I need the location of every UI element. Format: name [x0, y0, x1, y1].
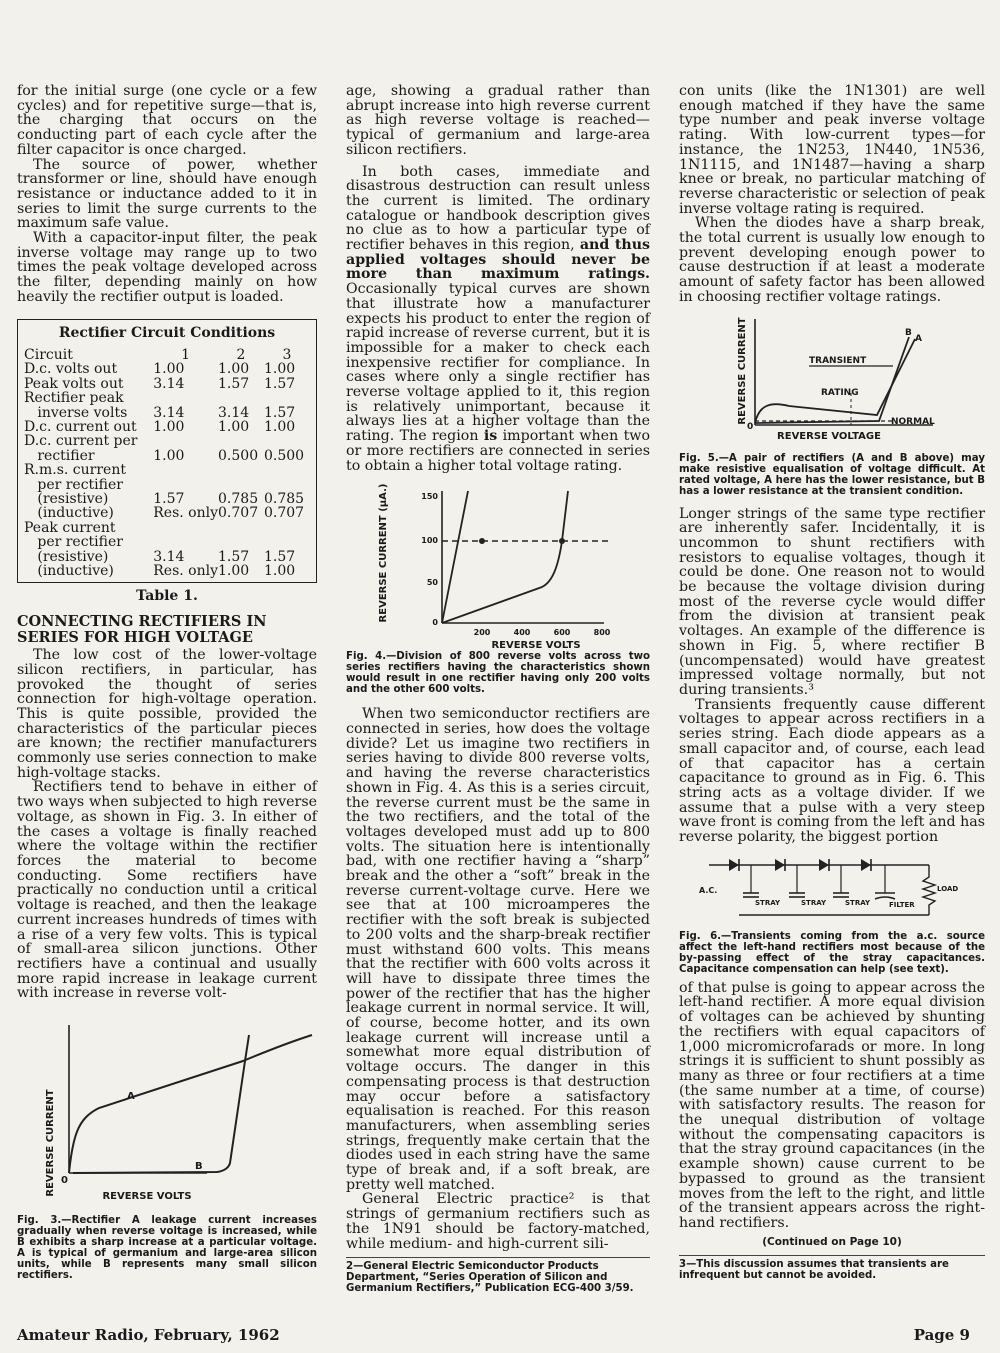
continued-note: (Continued on Page 10)	[762, 1235, 902, 1248]
stray-label: STRAY	[801, 898, 827, 907]
figure-3-caption: Fig. 3.—Rectifier A leakage current increases gradually when reverse voltage is increased, while B exhibits a sharp increase at a particular voltage. A is typical of germanium and large-area silicon units, while B represents many small silicon rectifiers.	[17, 1215, 317, 1282]
table-row-label: D.c. current out	[24, 418, 137, 435]
table-row-label: (inductive)	[24, 505, 114, 522]
table-row	[24, 506, 310, 520]
table-row	[24, 391, 310, 405]
table-cell	[218, 434, 264, 448]
table-cell: 1.57	[264, 404, 296, 421]
table-cell: 0.500	[264, 447, 305, 464]
y-tick: 100	[421, 536, 438, 546]
table-row	[24, 434, 310, 448]
filter-label: FILTER	[889, 900, 915, 909]
paragraph: Longer strings of the same type rectifier are inherently safer. Incidentally, it is uncommon to shunt rectifiers with resistors to equalise voltages, though it could be done. One reason not to would be because the voltage division during most of the reverse cycle would differ from the division at transient peak voltages. An example of the difference is shown in Fig. 5, where rectifier B (uncompensated) would have greatest impressed voltage normally, but not during transients.³	[679, 505, 985, 698]
stray-label: STRAY	[845, 898, 871, 907]
column-2	[346, 84, 650, 1294]
table-row	[24, 478, 310, 492]
section-heading: CONNECTING RECTIFIERS IN SERIES FOR HIGH VOLTAGE	[17, 613, 267, 647]
x-axis-label: REVERSE VOLTS	[102, 1191, 192, 1203]
table-cell: 1.00	[264, 563, 296, 580]
paragraph: con units (like the 1N1301) are well enough matched if they have the same type number and peak inverse voltage rating. With low-current types—for instance, the 1N253, 1N440, 1N536, 1N1115, and 1N1487—having a sharp knee or break, no particular matching of reverse characteristic or selection of peak inverse voltage rating is required.	[679, 83, 985, 217]
page-number: Page 9	[913, 1326, 970, 1344]
ac-label: A.C.	[699, 885, 718, 895]
table-title: Rectifier Circuit Conditions	[58, 324, 276, 341]
table-cell: 1.00	[264, 361, 296, 378]
table-cell: 0.785	[218, 491, 259, 508]
table-row	[24, 521, 310, 535]
paragraph: When two semiconductor rectifiers are connected in series, how does the voltage divide? Let us imagine two rectifiers in series having to divide 800 reverse volts, and having the reverse characteristics shown in Fig. 4. As this is a series circuit, the reverse current must be the same in the two rectifiers, and the total of the voltages developed must add up to 800 volts. The situation here is intentionally bad, with one rectifier having a “sharp” break and the other a “soft” break in the reverse current-voltage curve. Here we see that at 100 microamperes the rectifier with the soft break is subjected to 200 volts and the sharp-break rectifier must withstand 600 volts. This means that the rectifier with 600 volts across it will have to dissipate three times the power of the rectifier that has the higher leakage current in normal service. It will, of course, become hotter, and its own leakage current will increase until a somewhat more equal distribution of voltage occurs. The danger in this compensating process is that destruction may occur before a satisfactory equalisation is reached. For this reason manufacturers, when assembling series strings, frequently make certain that the diodes used in each string have the same type of break and, if a soft break, are pretty well matched.	[346, 706, 650, 1193]
table-row	[24, 535, 310, 549]
publication-footer: Amateur Radio, February, 1962	[17, 1326, 280, 1344]
table-cell: 1.57	[153, 491, 185, 508]
table-cell: 0.707	[264, 505, 305, 522]
paragraph: Rectifiers tend to behave in either of two ways when subjected to high reverse voltage, as shown in Fig. 3. In either of the cases a voltage is finally reached where the voltage within the rectifier forces the material to become conducting. Some rectifiers have practically no conduction until a critical voltage is reached, and then the leakage current increases hundreds of times with a rise of a very few volts. This is typical of small-area silicon junctions. Other rectifiers have a continual and usually more rapid increase in leakage current with increase in reverse volt-	[17, 779, 317, 1002]
table-cell	[153, 478, 218, 492]
x-tick: 600	[553, 628, 571, 638]
table-cell: 1.00	[218, 418, 250, 435]
table-row-label: per rectifier	[24, 534, 123, 551]
table-cell	[264, 391, 310, 405]
diode-symbol	[775, 859, 785, 871]
curve-a-label: A	[915, 333, 922, 344]
x-tick: 200	[473, 628, 491, 638]
soft-break-point	[479, 538, 485, 544]
figure-4-graph	[346, 483, 650, 649]
table-cell	[218, 391, 264, 405]
table-cell: 3.14	[153, 375, 185, 392]
table-cell: 1.57	[218, 375, 250, 392]
emphasis-text: and thus applied voltages should never be more than maximum ratings.	[346, 237, 651, 283]
table-cell: 3.14	[153, 404, 185, 421]
table-row	[24, 362, 310, 376]
table-cell: 1.00	[153, 418, 185, 435]
table-row	[24, 449, 310, 463]
table-cell: 1.00	[153, 361, 185, 378]
table-row	[24, 564, 310, 578]
table-row-label: Rectifier peak	[24, 390, 124, 407]
paragraph: General Electric practice² is that strings of germanium rectifiers such as the 1N91 should be factory-matched, while medium- and high-current sili-	[346, 1191, 650, 1252]
origin-label: 0	[747, 421, 754, 432]
table-row-label: Peak current	[24, 519, 116, 536]
text-span: Occasionally typical curves are shown that illustrate how a manufacturer expects his product to enter the region of rapid increase of reverse current, but it is impossible for a maker to check each inexpensive rectifier for compliance. In cases where only a single rectifier has reverse voltage applied to it, this region is relatively unimportant, because it always lies at a higher voltage than the rating. The region	[346, 281, 650, 445]
diode-symbol	[861, 859, 871, 871]
table-cell	[218, 478, 264, 492]
curve-b-label: B	[905, 327, 912, 338]
filter-capacitor	[875, 897, 895, 899]
table-cell: 1.57	[264, 548, 296, 565]
table-body	[24, 348, 310, 579]
transient-label: TRANSIENT	[809, 355, 867, 366]
table-cell: 0.500	[218, 447, 259, 464]
paragraph	[346, 165, 650, 474]
diode-symbol	[729, 859, 739, 871]
table-cell	[153, 535, 218, 549]
table-cell: 3.14	[218, 404, 250, 421]
emphasis-text: is	[483, 428, 498, 445]
y-axis-label: REVERSE CURRENT	[737, 316, 748, 425]
table-row	[24, 420, 310, 434]
table-cell	[264, 434, 310, 448]
figure-5	[679, 311, 985, 497]
table-rows	[24, 362, 310, 578]
footnote-2: 2—General Electric Semiconductor Products Department, “Series Operation of Silicon and Germanium Rectifiers,” Publication ECG-400 3/59.	[346, 1257, 650, 1294]
diode-symbol	[819, 859, 829, 871]
table-header-cell: Circuit	[24, 346, 73, 363]
figure-6	[679, 853, 985, 975]
y-tick: 150	[421, 492, 438, 502]
sharp-break-point	[559, 538, 565, 544]
table-header-row	[24, 348, 310, 362]
text-span: important when two or more rectifiers are connected in series to obtain a higher total voltage rating.	[346, 428, 650, 474]
table-header-cell: 1	[181, 346, 191, 363]
table-row-label: inverse volts	[24, 404, 128, 421]
table-row-label: R.m.s. current	[24, 462, 126, 479]
column-3	[679, 84, 985, 1281]
paragraph: Transients frequently cause different voltages to appear across rectifiers in a series string. Each diode appears as a small capacitor and, of course, each lead of that capacitor has a certain capacitance to ground as in Fig. 6. This string acts as a voltage divider. If we assume that a pulse with a very steep wave front is coming from the left and has reverse polarity, the biggest portion	[679, 696, 985, 846]
x-axis-label: REVERSE VOLTS	[491, 640, 581, 650]
figure-6-caption: Fig. 6.—Transients coming from the a.c. source affect the left-hand rectifiers most because of the by-passing effect of the stray capacitances. Capacitance compensation can help (see text).	[679, 930, 985, 975]
table-cell	[264, 463, 310, 477]
table-cell	[264, 521, 310, 535]
table-row	[24, 550, 310, 564]
footnote-3: 3—This discussion assumes that transients are infrequent but cannot be avoided.	[679, 1255, 985, 1281]
table-row-label: D.c. current per	[24, 433, 138, 450]
table-cell	[218, 521, 264, 535]
load-resistor	[923, 865, 935, 915]
sharp-break-curve	[442, 491, 568, 623]
table-cell: Res. only	[153, 505, 219, 522]
y-tick: 0	[432, 618, 438, 628]
curve-a	[755, 339, 915, 423]
paragraph: age, showing a gradual rather than abrupt increase into high reverse current as high reverse voltage is reached—typical of germanium and large-area silicon rectifiers.	[346, 83, 650, 158]
table-cell	[264, 535, 310, 549]
figure-4	[346, 483, 650, 695]
table-row-label: per rectifier	[24, 476, 123, 493]
load-label: LOAD	[937, 884, 959, 893]
paragraph: for the initial surge (one cycle or a few cycles) and for repetitive surge—that is, the charging that occurs on the conducting part of each cycle after the filter capacitor is once charged.	[17, 83, 317, 158]
stray-label: STRAY	[755, 898, 781, 907]
table-cell: 1.57	[264, 375, 296, 392]
table-cell	[153, 463, 218, 477]
soft-break-curve	[442, 491, 468, 623]
normal-label: NORMAL	[891, 416, 935, 427]
table-row	[24, 492, 310, 506]
table-cell: 1.00	[264, 418, 296, 435]
x-tick: 400	[513, 628, 531, 638]
curve-a	[69, 1035, 312, 1173]
figure-6-schematic	[679, 853, 985, 929]
table-cell: 1.00	[218, 563, 250, 580]
origin-label: 0	[61, 1175, 68, 1187]
table-row	[24, 406, 310, 420]
rating-label: RATING	[821, 387, 859, 398]
table-cell: Res. only	[153, 563, 219, 580]
curve-a-label: A	[127, 1091, 135, 1103]
table-cell	[153, 434, 218, 448]
table-caption: Table 1.	[136, 588, 198, 605]
table-cell: 1.00	[218, 361, 250, 378]
figure-4-caption	[346, 651, 650, 695]
table-cell	[264, 478, 310, 492]
paragraph: of that pulse is going to appear across the left-hand rectifier. A more equal division of voltages can be achieved by shunting the rectifiers with equal capacitors of 1,000 micromicrofarads or more. In long strings it is sufficient to shunt possibly as many as three or four rectifiers at a time (the same number at a time, of course) with satisfactory results. The reason for the unequal distribution of voltage without the compensating capacitors is that the stray ground capacitances (in the example shown) cause current to be bypassed to ground as the transient moves from the left to the right, and little of the transient appears across the right-hand rectifiers.	[679, 979, 985, 1231]
paragraph: The low cost of the lower-voltage silicon rectifiers, in particular, has provoked the thought of series connection for high-voltage operation. This is quite possible, provided the characteristics of the particular pieces are known; the rectifier manufacturers commonly use series connection to make high-voltage stacks.	[17, 647, 317, 781]
table-cell: 3.14	[153, 548, 185, 565]
table-cell: 0.785	[264, 491, 305, 508]
table-cell	[153, 521, 218, 535]
table-cell	[153, 391, 218, 405]
figure-3-graph	[17, 1013, 317, 1213]
table-row	[24, 377, 310, 391]
text-span: In both cases, immediate and disastrous destruction can result unless the current is limited. The ordinary catalogue or handbook description gives no clue as to how a particular type of rectifier behaves in this region,	[346, 163, 650, 254]
paragraph: When the diodes have a sharp break, the total current is usually low enough to prevent developing enough power to cause destruction if at least a moderate amount of safety factor has been allowed in choosing rectifier voltage ratings.	[679, 215, 985, 305]
y-tick: 50	[426, 578, 438, 588]
table-cell: 0.707	[218, 505, 259, 522]
figure-3	[17, 1013, 317, 1281]
curve-b	[73, 1035, 249, 1173]
curve-b-label: B	[195, 1161, 203, 1173]
table-row-label: Peak volts out	[24, 375, 124, 392]
figure-5-caption: Fig. 5.—A pair of rectifiers (A and B above) may make resistive equalisation of voltage difficult. At rated voltage, A here has the lower resistance, but B has a lower resistance at the transient condition.	[679, 452, 985, 497]
table-row-label: (inductive)	[24, 563, 114, 580]
table-row-label: (resistive)	[24, 491, 109, 508]
table-cell	[218, 535, 264, 549]
table-row	[24, 463, 310, 477]
y-axis-label: REVERSE CURRENT	[45, 1089, 56, 1197]
table-row-label: D.c. volts out	[24, 361, 118, 378]
table-cell	[218, 463, 264, 477]
table-cell: 1.00	[153, 447, 185, 464]
paragraph: The source of power, whether transformer or line, should have enough resistance or inductance added to it in series to limit the surge currents to the maximum safe value.	[17, 156, 317, 232]
rectifier-table	[17, 319, 317, 584]
column-1	[17, 84, 317, 1281]
table-header-cell: 2	[236, 346, 246, 363]
table-cell: 1.57	[218, 548, 250, 565]
table-row-label: rectifier	[24, 447, 95, 464]
x-axis-label: REVERSE VOLTAGE	[777, 430, 881, 442]
table-row-label: (resistive)	[24, 548, 109, 565]
y-axis-label: REVERSE CURRENT (µA.)	[378, 483, 389, 623]
figure-5-graph	[679, 311, 985, 451]
x-tick: 800	[593, 628, 611, 638]
caption-text: Fig. 4.—Division of 800 reverse volts across two series rectifiers having the characteristics shown would result in one rectifier having only 200 volts and the other 600 volts.	[346, 651, 650, 696]
table-header-cell: 3	[282, 346, 292, 363]
paragraph: With a capacitor-input filter, the peak inverse voltage may range up to two times the peak voltage developed across the filter, depending mainly on how heavily the rectifier output is loaded.	[17, 230, 317, 305]
